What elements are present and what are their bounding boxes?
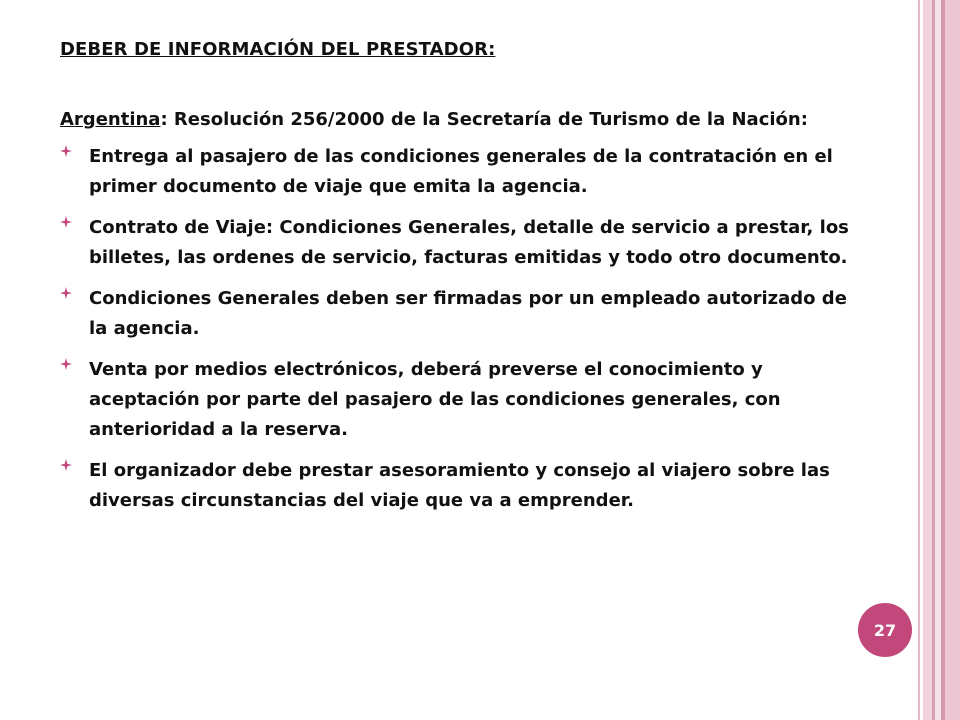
bullet-text: Entrega al pasajero de las condiciones generales de la contratación en el primer documento de viaje que emita la agencia. <box>89 146 833 197</box>
bullet-item <box>60 213 860 273</box>
subtitle-text: : Resolución 256/2000 de la Secretaría de Turismo de la Nación: <box>160 109 808 130</box>
four-point-star-icon <box>60 287 72 299</box>
bullet-text: Contrato de Viaje: Condiciones Generales, detalle de servicio a prestar, los billetes, las ordenes de servicio, facturas emitidas y todo otro documento. <box>89 217 849 268</box>
bullet-item <box>60 355 860 445</box>
slide-content <box>60 38 860 527</box>
four-point-star-icon <box>60 459 72 471</box>
decorative-stripe <box>923 0 932 720</box>
bullet-item <box>60 456 860 516</box>
bullet-text: El organizador debe prestar asesoramiento y consejo al viajero sobre las diversas circunstancias del viaje que va a emprender. <box>89 460 830 511</box>
bullet-list <box>60 142 860 516</box>
bullet-item <box>60 142 860 202</box>
page-number-badge <box>858 603 912 657</box>
page-number: 27 <box>873 620 897 640</box>
decorative-stripe <box>918 0 920 720</box>
four-point-star-icon <box>60 145 72 157</box>
bullet-item <box>60 284 860 344</box>
country-name: Argentina <box>60 109 161 130</box>
decorative-stripe <box>945 0 960 720</box>
four-point-star-icon <box>60 358 72 370</box>
four-point-star-icon <box>60 216 72 228</box>
slide-heading: DEBER DE INFORMACIÓN DEL PRESTADOR: <box>60 39 496 60</box>
bullet-text: Condiciones Generales deben ser firmadas por un empleado autorizado de la agencia. <box>89 288 847 339</box>
bullet-text: Venta por medios electrónicos, deberá preverse el conocimiento y aceptación por parte del pasajero de las condiciones generales, con anterioridad a la reserva. <box>89 359 781 440</box>
slide-subtitle <box>60 104 860 136</box>
